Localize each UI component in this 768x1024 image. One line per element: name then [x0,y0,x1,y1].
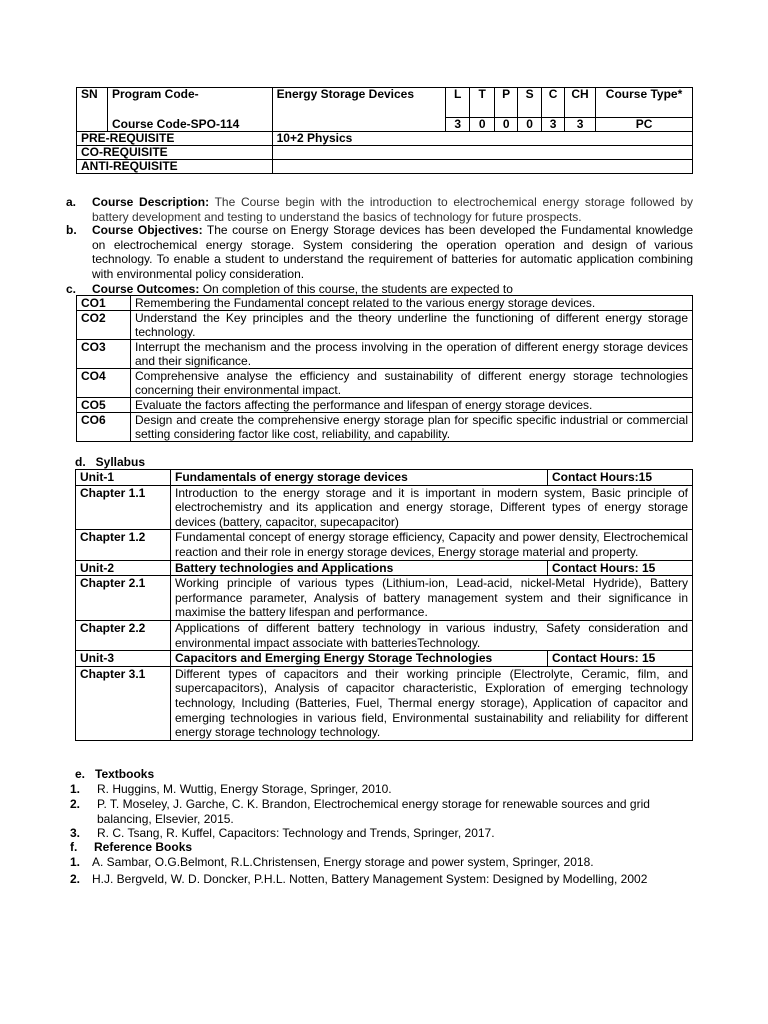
col-s: S [518,88,542,118]
textbook-item [70,782,694,797]
chapter-label: Chapter 1.1 [76,485,171,530]
chapter-text: Introduction to the energy storage and it is important in modern system, Basic principle of electrochemistry and its application and energy storage, Different types of energy storage devices (battery, capacitor, supecapacitor) [171,485,693,530]
col-l: L [446,88,470,118]
antireq-label: ANTI-REQUISITE [77,160,273,174]
section-marker-c: c. [66,282,77,296]
chapter-text: Working principle of various types (Lithium-ion, Lead-acid, nickel-Metal Hydride), Battery performance parameter, Analysis of battery management system and their significance in maximise the battery lifespan and performance. [171,576,693,621]
unit-row [76,560,693,576]
reference-number: 1. [70,855,81,869]
prereq-label: PRE-REQUISITE [77,132,273,146]
val-s: 0 [518,118,542,132]
coreq-label: CO-REQUISITE [77,146,273,160]
textbook-number: 3. [70,826,81,840]
course-outcomes-label: Course Outcomes: [92,282,200,296]
outcome-code: CO1 [77,296,131,311]
course-objectives-label: Course Objectives: [92,223,203,237]
unit-label: Unit-2 [76,560,171,576]
outcome-code: CO4 [77,369,131,398]
coreq-value [272,146,692,160]
unit-row [76,470,693,486]
outcome-row [77,311,693,340]
outcome-row [77,340,693,369]
chapter-label: Chapter 2.1 [76,576,171,621]
prereq-value: 10+2 Physics [272,132,692,146]
course-outcomes-text: On completion of this course, the students are expected to [199,282,513,296]
course-objectives [66,223,693,281]
textbooks-heading: e. Textbooks [75,767,155,781]
val-p: 0 [495,118,518,132]
course-name: Energy Storage Devices [272,88,446,132]
textbook-item [70,826,694,841]
outcome-text: Evaluate the factors affecting the performance and lifespan of energy storage devices. [131,398,693,413]
outcome-code: CO5 [77,398,131,413]
val-l: 3 [446,118,470,132]
col-ch: CH [565,88,596,118]
syllabus-table [75,469,693,741]
val-t: 0 [470,118,495,132]
unit-label: Unit-1 [76,470,171,486]
course-header-table [76,87,693,174]
outcome-row [77,369,693,398]
section-marker-b: b. [66,223,77,237]
textbook-number: 1. [70,782,81,796]
course-description [66,195,693,224]
val-c: 3 [542,118,565,132]
reference-books-heading: f. Reference Books [70,840,193,854]
outcome-code: CO6 [77,413,131,442]
col-t: T [470,88,495,118]
reference-text: H.J. Bergveld, W. D. Doncker, P.H.L. Notten, Battery Management System: Designed by Modelling, 2002 [92,872,648,886]
chapter-label: Chapter 1.2 [76,530,171,560]
reference-number: 2. [70,872,81,886]
textbook-number: 2. [70,797,81,811]
course-code: Course Code-SPO-114 [107,118,272,132]
textbook-text: P. T. Moseley, J. Garche, C. K. Brandon, Electrochemical energy storage for renewable sources and grid balancing, Elsevier, 2015. [97,797,650,826]
sn-header: SN [77,88,108,132]
textbook-text: R. C. Tsang, R. Kuffel, Capacitors: Technology and Trends, Springer, 2017. [97,826,495,840]
textbook-item [70,797,694,826]
chapter-text: Applications of different battery technology in various industry, Safety consideration and environmental impact associate with batteriesTechnology. [171,620,693,650]
course-description-label: Course Description: [92,195,210,209]
outcome-code: CO3 [77,340,131,369]
chapter-row [76,666,693,740]
course-objectives-text: The course on Energy Storage devices has been developed the Fundamental knowledge on electrochemical energy storage. System considering the operation operation and design of various technology. To enable a student to understand the requirement of batteries for automatic application combining with environmental policy consideration. [92,223,693,281]
outcome-row [77,296,693,311]
syllabus-heading: d. Syllabus [75,455,146,469]
val-ch: 3 [565,118,596,132]
chapter-row [76,576,693,621]
outcome-code: CO2 [77,311,131,340]
chapter-label: Chapter 3.1 [76,666,171,740]
reference-item [70,855,694,870]
course-type-value: PC [596,118,693,132]
outcome-text: Remembering the Fundamental concept related to the various energy storage devices. [131,296,693,311]
antireq-value [272,160,692,174]
unit-hours: Contact Hours: 15 [548,651,693,667]
chapter-row [76,620,693,650]
course-description-text: The Course begin with the introduction to electrochemical energy storage followed by battery development and testing to understand the basics of technology for future prospects. [92,195,694,224]
outcome-text: Comprehensive analyse the efficiency and sustainability of different energy storage technologies concerning their environmental impact. [131,369,693,398]
chapter-row [76,530,693,560]
outcome-text: Interrupt the mechanism and the process involving in the operation of different energy storage devices and their significance. [131,340,693,369]
section-marker-a: a. [66,195,77,209]
unit-title: Battery technologies and Applications [171,560,548,576]
chapter-text: Different types of capacitors and their working principle (Electrolyte, Ceramic, film, and supercapacitors), Analysis of capacitor characteristic, Exploration of emerging technology technology, Including (Batteries, Fuel, Thermal energy storage), Application of capacitor and emerging technologies in various field, Environmental sustainability and reliability for different energy storage technology technology. [171,666,693,740]
col-c: C [542,88,565,118]
chapter-row [76,485,693,530]
unit-row [76,651,693,667]
program-code-label: Program Code- [107,88,272,118]
unit-label: Unit-3 [76,651,171,667]
outcome-text: Understand the Key principles and the theory underline the functioning of different energy storage technology. [131,311,693,340]
unit-title: Fundamentals of energy storage devices [171,470,548,486]
col-p: P [495,88,518,118]
unit-title: Capacitors and Emerging Energy Storage Technologies [171,651,548,667]
chapter-text: Fundamental concept of energy storage efficiency, Capacity and power density, Electrochemical reaction and their role in energy storage devices, Energy storage material and property. [171,530,693,560]
chapter-label: Chapter 2.2 [76,620,171,650]
reference-item [70,872,694,887]
unit-hours: Contact Hours: 15 [548,560,693,576]
textbook-text: R. Huggins, M. Wuttig, Energy Storage, Springer, 2010. [97,782,392,796]
outcome-text: Design and create the comprehensive energy storage plan for specific specific industrial or commercial setting considering factor like cost, reliability, and capability. [131,413,693,442]
unit-hours: Contact Hours:15 [548,470,693,486]
course-outcomes-table [76,295,693,442]
course-type-label: Course Type* [596,88,693,118]
outcome-row [77,398,693,413]
reference-text: A. Sambar, O.G.Belmont, R.L.Christensen, Energy storage and power system, Springer, 2018. [92,855,594,869]
outcome-row [77,413,693,442]
